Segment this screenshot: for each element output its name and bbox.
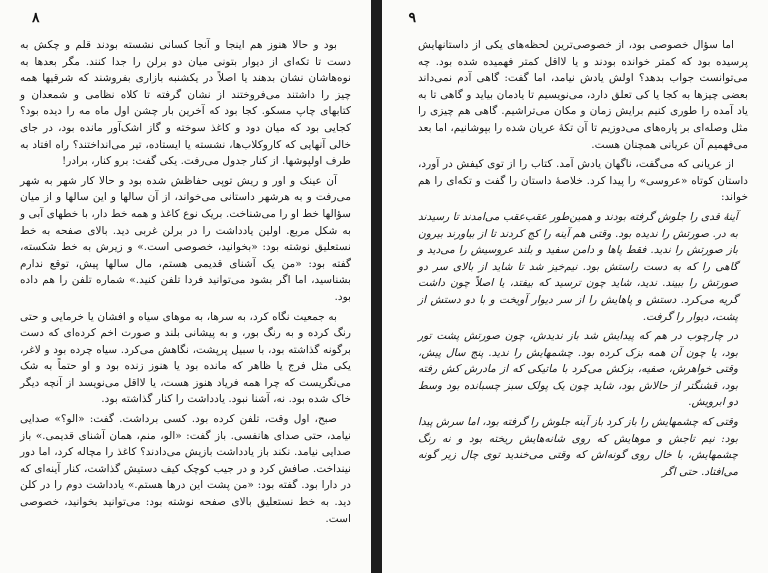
paragraph: صبح، اول وقت، تلفن کرده بود. کسی برداشت. گفت: «الو؟» صدایی نیامد، حتی صدای هانفسی. باز گفت: «الو، منم، همان آشنای قدیمی.» باز صدایی نیامد. نکند باز یادداشت بازیش می‌دادند؟ کاغذ را مچاله کرد، اما دور نینداخت. صافش کرد و در جیب کوچک کیف دستیش گذاشت، کنار آینه‌ای که در دارا بود. گفته بود: «من پشت این درها هستم.» یادداشت دوم را در کلن دید. به خط نستعلیق بالای صفحه نوشته بود: می‌توانید بخوانید، خصوصی است. xyxy=(20,413,351,525)
paragraph: اما سؤال خصوصی بود، از خصوصی‌ترین لحظه‌های یکی از داستانهایش پرسیده بود که کمتر خوانده بودند و یا لااقل کمتر فهمیده شده بود. چه می‌توانست جواب بدهد؟ اولش یادش نیامد، اما گفت: گاهی آدم نمی‌داند بعضی چیزها به کجا یا کی تعلق دارد، می‌نویسیم تا یادمان بیاید و گاهی تا به یاد آمده را طوری کنیم برایش زمان و مکان می‌تراشیم. گاهی هم چیزی را مثل وصله‌ای بر پاره‌های می‌دوزیم تا آن تکهٔ عریان شده را بپوشانیم، اما بعد می‌فهمیم آن عریانی همچنان هست. xyxy=(418,39,748,151)
right-page xyxy=(382,0,768,573)
paragraph: بود و حالا هنوز هم اینجا و آنجا کسانی نشسته بودند قلم و چکش به دست تا تکه‌ای از دیوار بتونی میان دو برلن را جدا کنند. مگر بعدها به نوه‌هاشان نشان بدهند یا اصلاً در یکشنبه بازاری بفروشند که شرقیها همه چیز را داشتند می‌فروختند از نشان گرفته تا کلاه نظامی و شمعدان و کتابهای چاپ مسکو. کجا بود که آخرین بار چشن اول ماه مه را دیده بود؟ کجایی بود که میان دود و کاغذ سوخته و گاز اشک‌آور مانده بود، در جای خالی آنهایی که کاروکلاب‌ها، نشسته یا ایستاده، تیر می‌انداختند؟ راه افتاد به طرف اولپوشها. از کنار جدول می‌رفت. یکی گفت: برو کنار، برادر! xyxy=(20,39,351,168)
left-page xyxy=(0,0,371,573)
paragraph: آن عینک و اور و ریش توپی حفاظش شده بود و حالا کار شهر به شهر می‌رفت و به هرشهر داستانی می‌خواند، از آن سالها و این سالها و از میان سؤالها خط او را می‌شناخت. بریک نوع کاغذ و همه خط دار، با خطهای آبی و به شکل مربع. اولین یادداشت را در برلن غربی دید. بالای صفحه به خط نستعلیق نوشته بود: «بخوانید، خصوصی است.» و زیرش به خط شکسته، گفته بود: «من یک آشنای قدیمی هستم، مال سالها پیش، توقع ندارم بشناسید، اما اگر بشود می‌توانید فردا تلفن کنید.» شماره تلفن را هم داده بود. xyxy=(20,174,351,303)
right-page-text xyxy=(418,37,748,483)
page-number: ۹ xyxy=(408,10,416,26)
quoted-passage: وقتی که چشمهایش را باز کرد باز آینه جلوش را گرفته بود، اما سرش پیدا بود: نیم تاجش و موهایش که روی شانه‌هایش ریخته بود و نه رنگ چشمهایش، با خال روی گونه‌اش که وقتی می‌خندید توی چال زیر گونه می‌افتاد. حتی اگر xyxy=(418,416,738,478)
quoted-passage: آینهٔ قدی را جلوش گرفته بودند و همین‌طور عقب‌عقب می‌امدند تا رسیدند به در. صورتش را ندیده بود. وقتی هم آینه را کج کردند تا از بیاورند بیرون باز صورتش را ندید. فقط پاها و دامن سفید و بلند عروسیش را می‌دید و گاهی را که به دست راستش بود. نیم‌خیز شد تا شاید از بالای سر دو صورتش را ببیند. ندید، شاید چون ترسید که بیفتد، یا اصلاً چون داشت گریه می‌کرد. دستش و پاهایش را از سر دیوار آویخت و با دو دستش از پشت، دیوار را گرفت. xyxy=(418,210,738,323)
book-gutter xyxy=(371,0,382,573)
quoted-passage: در چارچوب در هم که پیدایش شد باز ندیدش، چون صورتش پشت تور بود، یا چون آن همه بزک کرده بود. چشمهایش را ندید. پنج سال پیش، وقتی خواهرش، صفیه، بزکش می‌کرد با ماتیکی که از مادرش کش رفته بود، قشنگتر از حالاش بود، شاید چون یک پولک سبز چسبانده بود وسط دو ابرویش. xyxy=(418,330,738,409)
left-page-text xyxy=(20,37,351,530)
page-number: ۸ xyxy=(32,10,40,26)
paragraph: به جمعیت نگاه کرد، به سرها، به موهای سیاه و افشان یا خرمایی و حتی رنگ کرده و به رنگ بور، و به پیشانی بلند و صورت اخم کرده‌ای که دست برگونه گذاشته بود، با سبیل پرپشت، نگاهش می‌کرد. سیاه چرده بود و لاغر، یکی مثل فرج یا ظاهر که مانده بود یا هنوز زنده بود و او حتماً به شک می‌نگریست که چرا همه فریاد هنوز هست، یا لااقل می‌نویسد از آنچه دیگر خاک شده بود. نه، آشنا نبود. یادداشت را کنار گذاشته بود. xyxy=(20,310,351,406)
paragraph: از عریانی که می‌گفت، ناگهان یادش آمد. کتاب را از توی کیفش در آورد، داستان کوتاه «عروسی» را پیدا کرد. خلاصهٔ داستان را گفت و تکه‌ای را هم خواند: xyxy=(418,158,748,204)
